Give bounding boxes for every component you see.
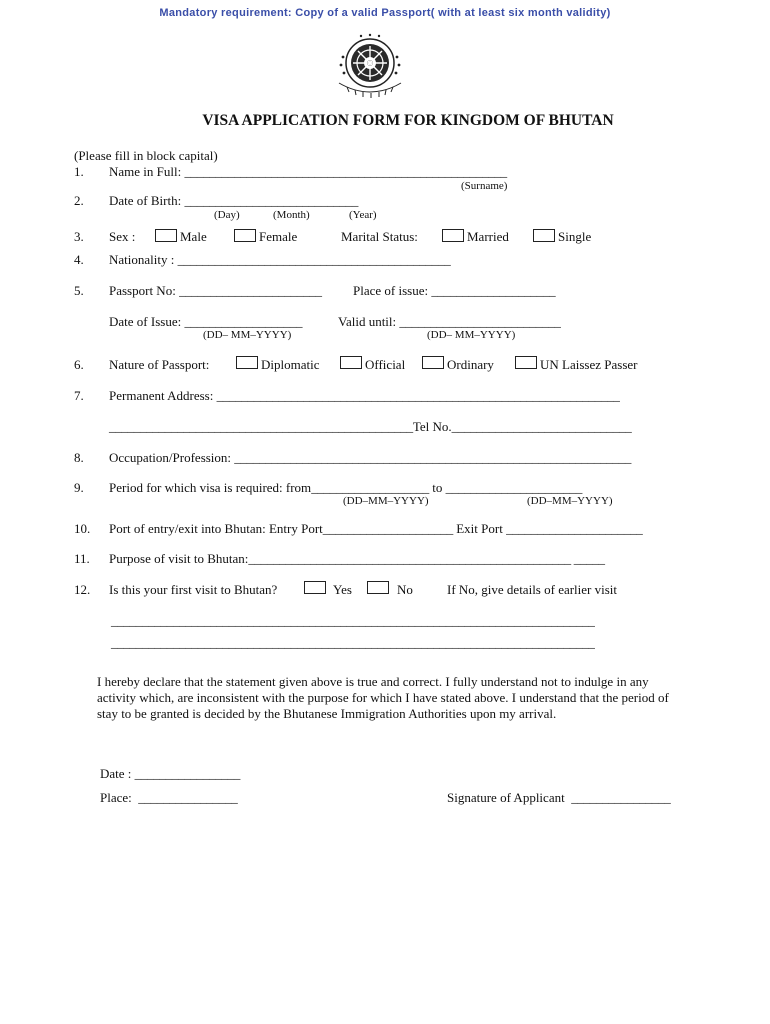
married-label: Married bbox=[467, 229, 509, 244]
q10-number: 10. bbox=[74, 521, 91, 536]
q12-number: 12. bbox=[74, 582, 91, 597]
first-visit-label: Is this your first visit to Bhutan? bbox=[109, 582, 278, 597]
purpose-of-visit-label-text: Purpose of visit to Bhutan: bbox=[109, 551, 249, 566]
single-label: Single bbox=[558, 229, 592, 244]
signature-field bbox=[447, 790, 670, 806]
nature-of-passport-label: Nature of Passport: bbox=[109, 357, 210, 372]
q6-number: 6. bbox=[74, 357, 84, 372]
port-of-entry-label-text: Port of entry/exit into Bhutan: Entry Port bbox=[109, 521, 323, 536]
nationality-label-text: Nationality : bbox=[109, 252, 175, 267]
q8-number: 8. bbox=[74, 450, 84, 465]
q3-number: 3. bbox=[74, 229, 84, 244]
marital-status-label: Marital Status: bbox=[341, 229, 418, 244]
surname-hint: (Surname) bbox=[461, 180, 508, 192]
mandatory-requirement-note: Mandatory requirement: Copy of a valid Passport( with at least six month validity) bbox=[159, 7, 611, 19]
purpose-of-visit-input-line[interactable]: ____________________________________________________ _____ bbox=[248, 551, 605, 566]
passport-no-label bbox=[109, 283, 322, 299]
earlier-visit-details-line-1[interactable]: ______________________________________________________________________________ bbox=[111, 613, 595, 628]
valid-until-input-line[interactable]: __________________________ bbox=[399, 314, 561, 329]
visa-period-label-text: Period for which visa is required: from bbox=[109, 480, 312, 495]
declaration-line-3: stay to be granted is decided by the Bhutanese Immigration Authorities upon my arrival. bbox=[97, 706, 557, 721]
visa-to-input-line[interactable]: ______________________ bbox=[445, 480, 583, 495]
first-visit-yes-label: Yes bbox=[333, 582, 352, 597]
permanent-address-label-text: Permanent Address: bbox=[109, 388, 214, 403]
date-of-issue-label bbox=[109, 314, 302, 330]
nationality-input-line[interactable]: ____________________________________________ bbox=[177, 252, 451, 267]
male-label: Male bbox=[180, 229, 207, 244]
valid-until-label-text: Valid until: bbox=[338, 314, 397, 329]
un-laissez-passer-checkbox[interactable] bbox=[515, 356, 537, 369]
from-date-format-hint: (DD–MM–YYYY) bbox=[343, 495, 429, 507]
visa-to-label: to bbox=[432, 480, 443, 495]
married-checkbox[interactable] bbox=[442, 229, 464, 242]
earlier-visit-details-label: If No, give details of earlier visit bbox=[447, 582, 618, 597]
first-visit-no-label: No bbox=[397, 582, 413, 597]
first-visit-yes-checkbox[interactable] bbox=[304, 581, 326, 594]
single-checkbox[interactable] bbox=[533, 229, 555, 242]
dob-year-hint: (Year) bbox=[349, 209, 377, 221]
date-input-line[interactable]: _________________ bbox=[134, 766, 241, 781]
passport-no-input-line[interactable]: _______________________ bbox=[179, 283, 322, 298]
first-visit-no-checkbox[interactable] bbox=[367, 581, 389, 594]
name-input-line[interactable]: ____________________________________________________ bbox=[184, 164, 507, 179]
port-of-entry-label bbox=[109, 521, 642, 537]
dob-day-hint: (Day) bbox=[214, 209, 240, 221]
official-checkbox[interactable] bbox=[340, 356, 362, 369]
tel-no-label: Tel No. bbox=[412, 419, 452, 434]
entry-port-input-line[interactable]: _____________________ bbox=[322, 521, 453, 536]
form-title: VISA APPLICATION FORM FOR KINGDOM OF BHUTAN bbox=[202, 112, 614, 129]
q2-number: 2. bbox=[74, 193, 84, 208]
q9-number: 9. bbox=[74, 480, 84, 495]
official-label: Official bbox=[365, 357, 406, 372]
tel-no-input-line[interactable]: _____________________________ bbox=[451, 419, 632, 434]
passport-no-label-text: Passport No: bbox=[109, 283, 176, 298]
occupation-label bbox=[109, 450, 631, 466]
female-checkbox[interactable] bbox=[234, 229, 256, 242]
place-field bbox=[100, 790, 237, 806]
place-input-line[interactable]: ________________ bbox=[138, 790, 238, 805]
purpose-of-visit-label bbox=[109, 551, 605, 567]
declaration-line-2: activity which, are inconsistent with the purpose for which I have stated above. I understand that the period of bbox=[97, 690, 669, 705]
address-second-line-row bbox=[109, 419, 631, 435]
permanent-address-label bbox=[109, 388, 620, 404]
issue-date-format-hint: (DD– MM–YYYY) bbox=[203, 329, 292, 341]
place-of-issue-label bbox=[353, 283, 555, 299]
diplomatic-label: Diplomatic bbox=[261, 357, 320, 372]
place-label: Place: bbox=[100, 790, 132, 805]
female-label: Female bbox=[259, 229, 298, 244]
dob-label-text: Date of Birth: bbox=[109, 193, 182, 208]
sex-label: Sex : bbox=[109, 229, 136, 244]
permanent-address-input-line[interactable]: _________________________________________________________________ bbox=[216, 388, 620, 403]
block-capital-instruction: (Please fill in block capital) bbox=[74, 148, 218, 163]
ordinary-label: Ordinary bbox=[447, 357, 494, 372]
q1-number: 1. bbox=[74, 164, 84, 179]
place-of-issue-label-text: Place of issue: bbox=[353, 283, 429, 298]
occupation-label-text: Occupation/Profession: bbox=[109, 450, 232, 465]
declaration-line-1: I hereby declare that the statement given above is true and correct. I fully understand not to indulge in any bbox=[97, 674, 649, 689]
q4-number: 4. bbox=[74, 252, 84, 267]
bhutan-royal-seal-icon bbox=[331, 33, 409, 99]
visa-from-input-line[interactable]: ___________________ bbox=[311, 480, 429, 495]
signature-label: Signature of Applicant bbox=[447, 790, 565, 805]
visa-period-label bbox=[109, 480, 582, 496]
signature-input-line[interactable]: ________________ bbox=[571, 790, 671, 805]
dob-label bbox=[109, 193, 358, 209]
q5-number: 5. bbox=[74, 283, 84, 298]
to-date-format-hint: (DD–MM–YYYY) bbox=[527, 495, 613, 507]
date-label: Date : bbox=[100, 766, 132, 781]
place-of-issue-input-line[interactable]: ____________________ bbox=[431, 283, 556, 298]
dob-input-line[interactable]: ____________________________ bbox=[184, 193, 359, 208]
un-laissez-passer-label: UN Laissez Passer bbox=[540, 357, 638, 372]
date-of-issue-label-text: Date of Issue: bbox=[109, 314, 182, 329]
male-checkbox[interactable] bbox=[155, 229, 177, 242]
diplomatic-checkbox[interactable] bbox=[236, 356, 258, 369]
valid-date-format-hint: (DD– MM–YYYY) bbox=[427, 329, 516, 341]
dob-month-hint: (Month) bbox=[273, 209, 310, 221]
q7-number: 7. bbox=[74, 388, 84, 403]
address-second-input-line[interactable]: _________________________________________________ bbox=[109, 419, 413, 434]
exit-port-input-line[interactable]: ______________________ bbox=[506, 521, 643, 536]
date-field bbox=[100, 766, 240, 782]
occupation-input-line[interactable]: ________________________________________________________________ bbox=[234, 450, 632, 465]
name-label bbox=[109, 164, 507, 180]
exit-port-label: Exit Port bbox=[456, 521, 503, 536]
date-of-issue-input-line[interactable]: ___________________ bbox=[184, 314, 303, 329]
q11-number: 11. bbox=[74, 551, 90, 566]
name-label-text: Name in Full: bbox=[109, 164, 182, 179]
nationality-label bbox=[109, 252, 450, 268]
ordinary-checkbox[interactable] bbox=[422, 356, 444, 369]
valid-until-label bbox=[338, 314, 561, 330]
earlier-visit-details-line-2[interactable]: ______________________________________________________________________________ bbox=[111, 635, 595, 650]
